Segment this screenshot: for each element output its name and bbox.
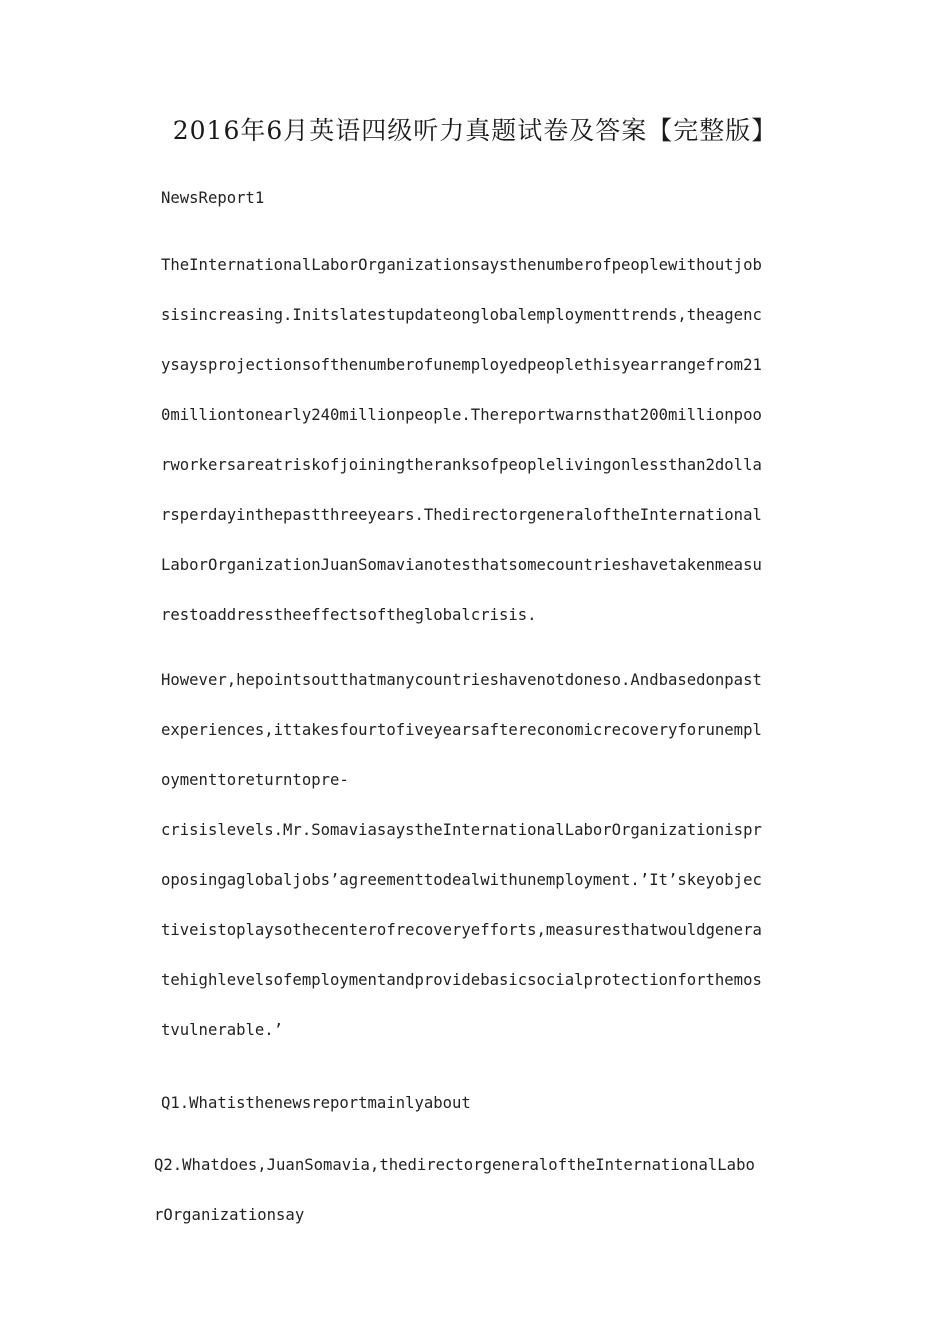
paragraph-line: LaborOrganizationJuanSomavianotesthatsomecountrieshavetakenmeasu	[161, 556, 762, 574]
paragraph-line: tehighlevelsofemploymentandprovidebasicsocialprotectionforthemos	[161, 971, 762, 989]
paragraph-line: However,hepointsoutthatmanycountrieshavenotdoneso.Andbasedonpast	[161, 671, 762, 689]
paragraph-line: TheInternationalLaborOrganizationsaysthenumberofpeoplewithoutjob	[161, 256, 762, 274]
paragraph-line: tiveistoplaysothecenterofrecoveryefforts,measuresthatwouldgenera	[161, 921, 762, 939]
question-1: Q1.Whatisthenewsreportmainlyabout	[161, 1094, 471, 1112]
paragraph-line: sisincreasing.Initslatestupdateonglobalemploymenttrends,theagenc	[161, 306, 762, 324]
section-heading: NewsReport1	[161, 189, 265, 207]
paragraph-line: ysaysprojectionsofthenumberofunemployedpeoplethisyearrangefrom21	[161, 356, 762, 374]
paragraph-line: experiences,ittakesfourtofiveyearsaftereconomicrecoveryforunempl	[161, 721, 762, 739]
paragraph-line: oposingaglobaljobs’agreementtodealwithunemployment.’It’skeyobjec	[161, 871, 762, 889]
question-line: rOrganizationsay	[154, 1206, 305, 1224]
paragraph-line: oymenttoreturntopre-	[161, 771, 349, 789]
paragraph-line: restoaddresstheeffectsoftheglobalcrisis.	[161, 606, 537, 624]
paragraph-line: rsperdayinthepastthreeyears.ThedirectorgeneraloftheInternational	[161, 506, 762, 524]
paragraph-line: rworkersareatriskofjoiningtheranksofpeoplelivingonlessthan2dolla	[161, 456, 762, 474]
paragraph-line: crisislevels.Mr.SomaviasaystheInternationalLaborOrganizationispr	[161, 821, 762, 839]
paragraph-line: tvulnerable.’	[161, 1021, 284, 1039]
paragraph-line: 0milliontonearly240millionpeople.Thereportwarnsthat200millionpoo	[161, 406, 762, 424]
question-line: Q2.Whatdoes,JuanSomavia,thedirectorgeneraloftheInternationalLabo	[154, 1156, 755, 1174]
document-title: 2016年6月英语四级听力真题试卷及答案【完整版】	[172, 116, 778, 145]
